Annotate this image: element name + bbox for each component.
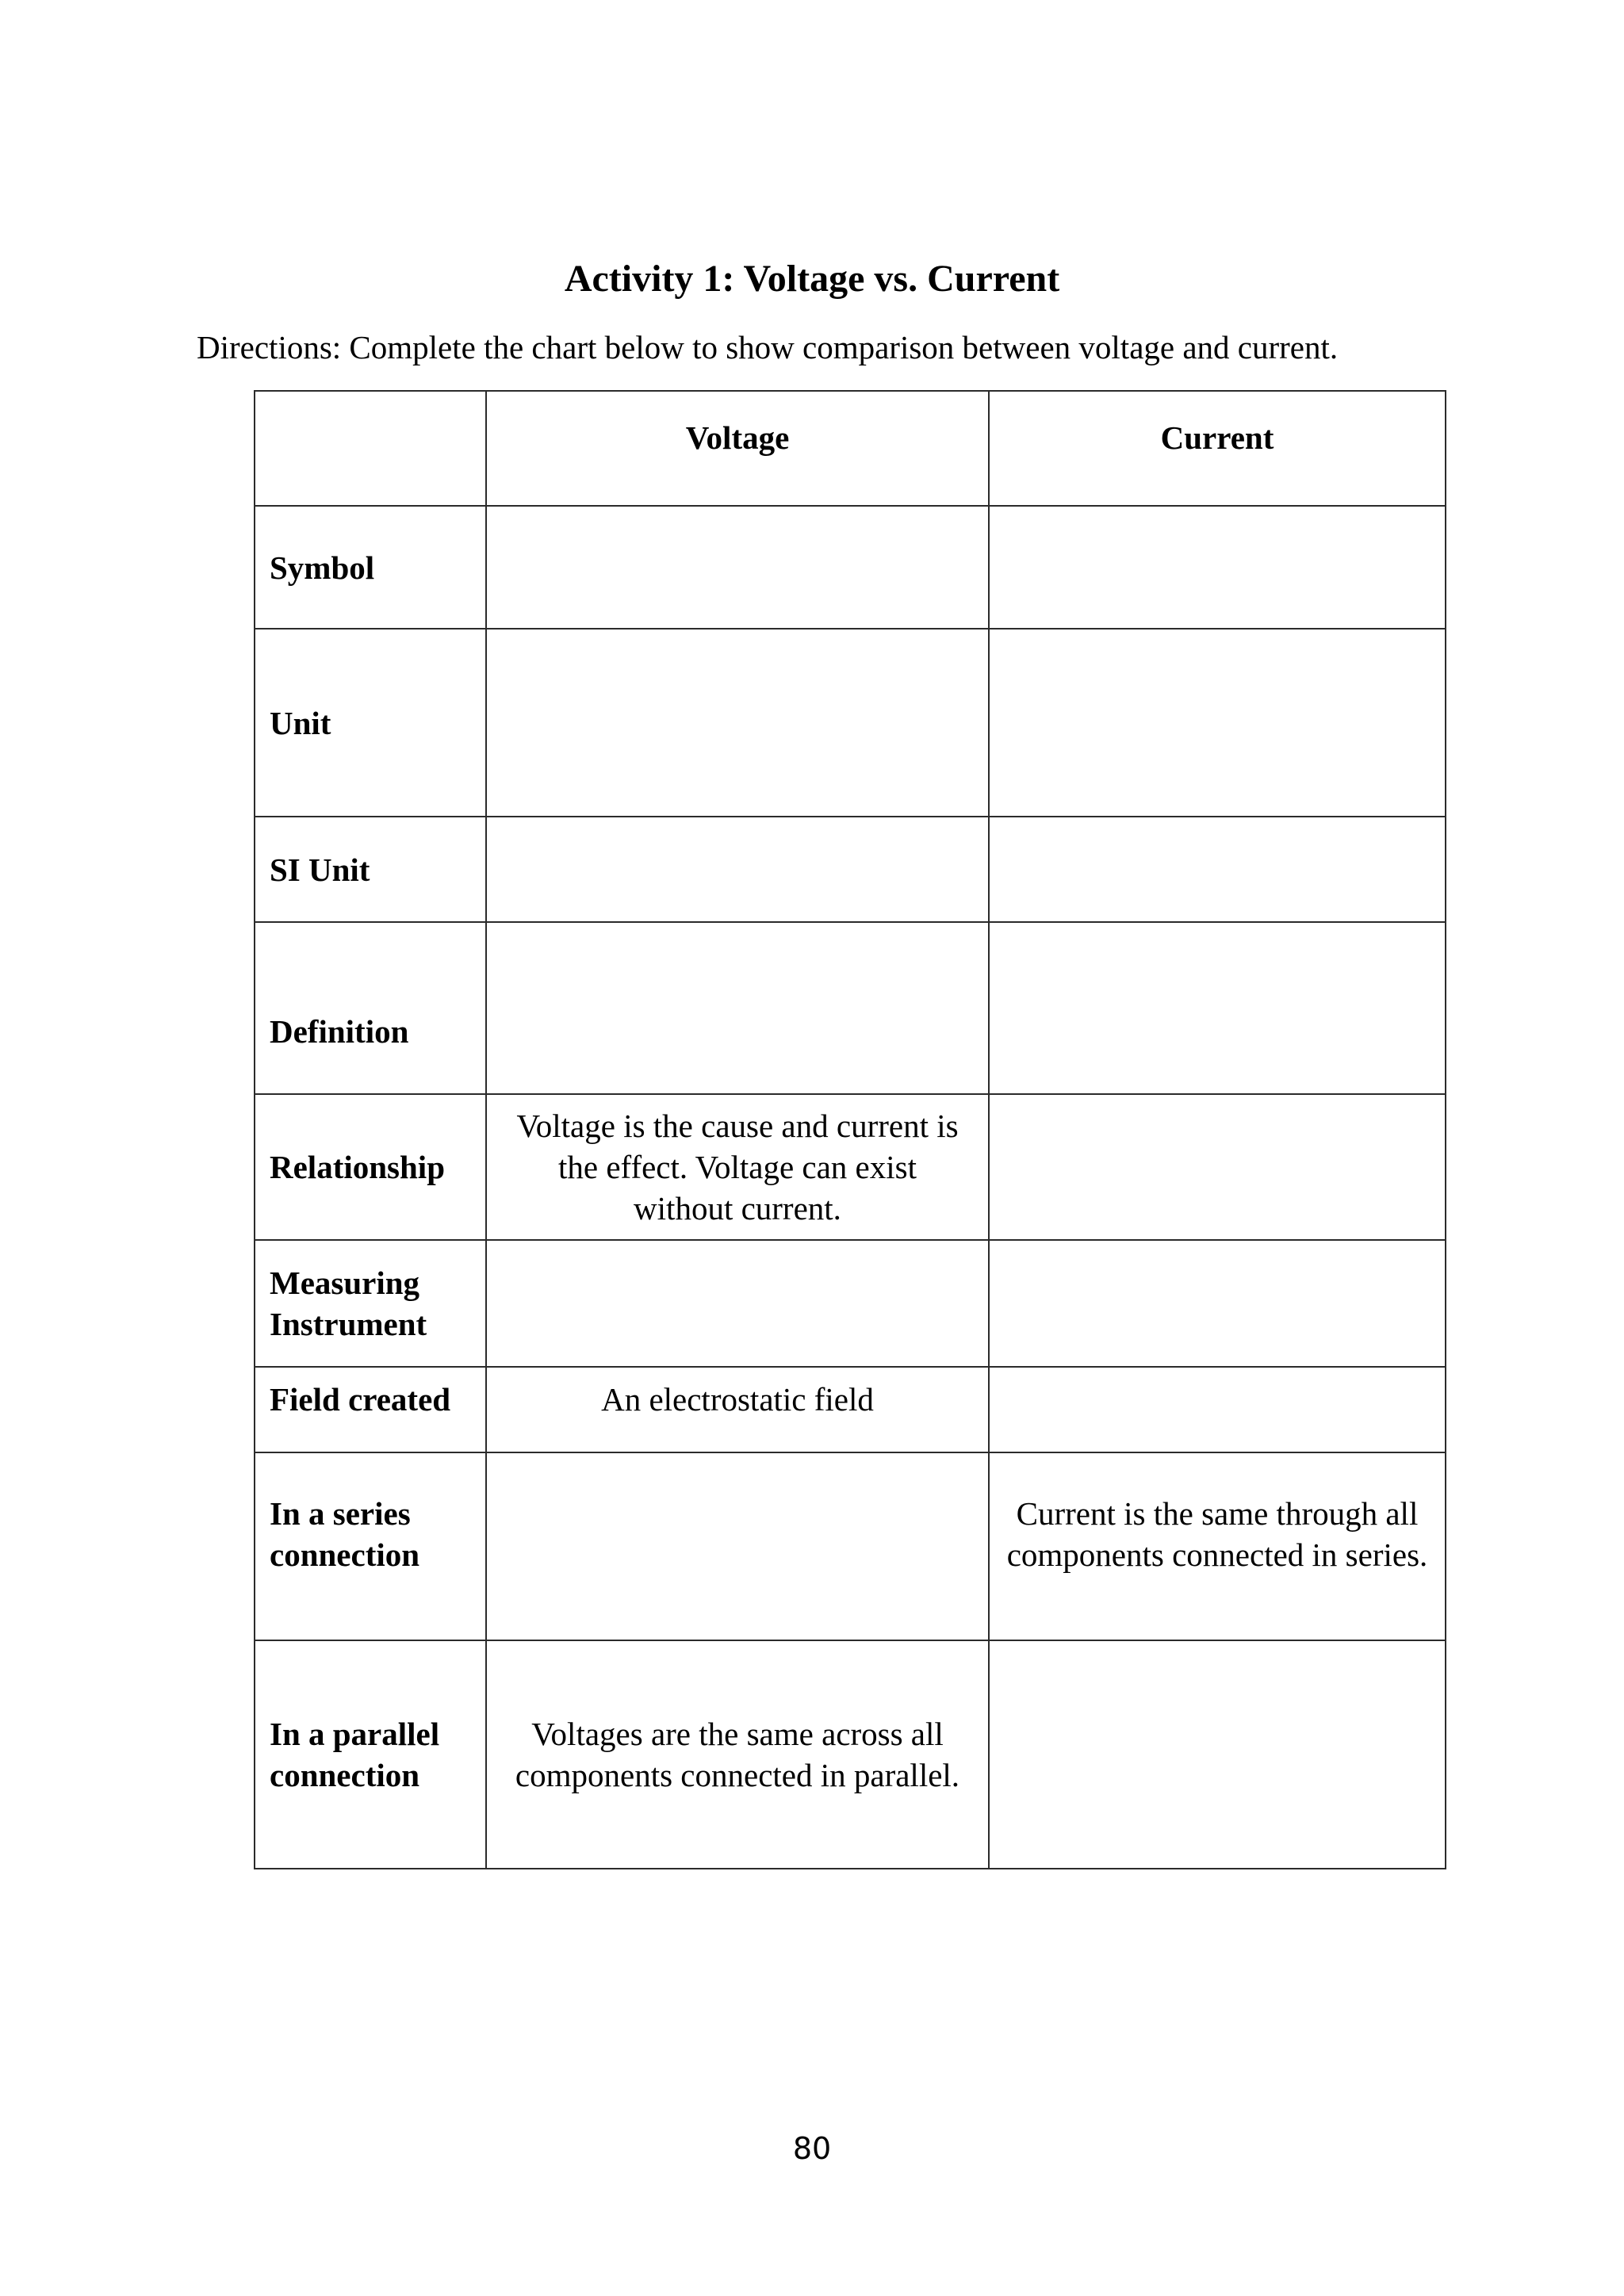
measuring-instrument-voltage-cell	[486, 1240, 989, 1367]
table-row-parallel-connection	[255, 1640, 1446, 1869]
table-row-si-unit	[255, 817, 1446, 922]
measuring-instrument-current-cell	[989, 1240, 1446, 1367]
row-label-si-unit: SI Unit	[255, 817, 486, 922]
symbol-voltage-cell	[486, 506, 989, 629]
relationship-current-cell	[989, 1094, 1446, 1240]
si-unit-voltage-cell	[486, 817, 989, 922]
field-created-voltage-cell: An electrostatic field	[486, 1367, 989, 1452]
row-label-symbol: Symbol	[255, 506, 486, 629]
table-row-field-created	[255, 1367, 1446, 1452]
table-row-symbol	[255, 506, 1446, 629]
table-row-unit	[255, 629, 1446, 817]
row-label-unit: Unit	[255, 629, 486, 817]
table-row-definition	[255, 922, 1446, 1094]
page-title: Activity 1: Voltage vs. Current	[564, 258, 1060, 300]
table-row-measuring-instrument	[255, 1240, 1446, 1367]
definition-current-cell	[989, 922, 1446, 1094]
table-row-relationship	[255, 1094, 1446, 1240]
si-unit-current-cell	[989, 817, 1446, 922]
page-number: 80	[792, 2131, 832, 2166]
table-row-series-connection	[255, 1452, 1446, 1640]
symbol-current-cell	[989, 506, 1446, 629]
header-empty-cell	[255, 391, 486, 506]
table-header-row	[255, 391, 1446, 506]
field-created-current-cell	[989, 1367, 1446, 1452]
row-label-definition: Definition	[255, 922, 486, 1094]
unit-voltage-cell	[486, 629, 989, 817]
row-label-series-connection: In a series connection	[255, 1452, 486, 1640]
series-voltage-cell	[486, 1452, 989, 1640]
parallel-current-cell	[989, 1640, 1446, 1869]
directions-text: Directions: Complete the chart below to show comparison between voltage and current.	[197, 329, 1339, 365]
header-voltage: Voltage	[486, 391, 989, 506]
relationship-voltage-cell: Voltage is the cause and current is the effect. Voltage can exist without current.	[486, 1094, 989, 1240]
comparison-chart	[254, 390, 1446, 1869]
row-label-relationship: Relationship	[255, 1094, 486, 1240]
row-label-measuring-instrument: Measuring Instrument	[255, 1240, 486, 1367]
row-label-parallel-connection: In a parallel connection	[255, 1640, 486, 1869]
series-current-cell: Current is the same through all components connected in series.	[989, 1452, 1446, 1640]
parallel-voltage-cell: Voltages are the same across all components connected in parallel.	[486, 1640, 989, 1869]
unit-current-cell	[989, 629, 1446, 817]
row-label-field-created: Field created	[255, 1367, 486, 1452]
header-current: Current	[989, 391, 1446, 506]
definition-voltage-cell	[486, 922, 989, 1094]
